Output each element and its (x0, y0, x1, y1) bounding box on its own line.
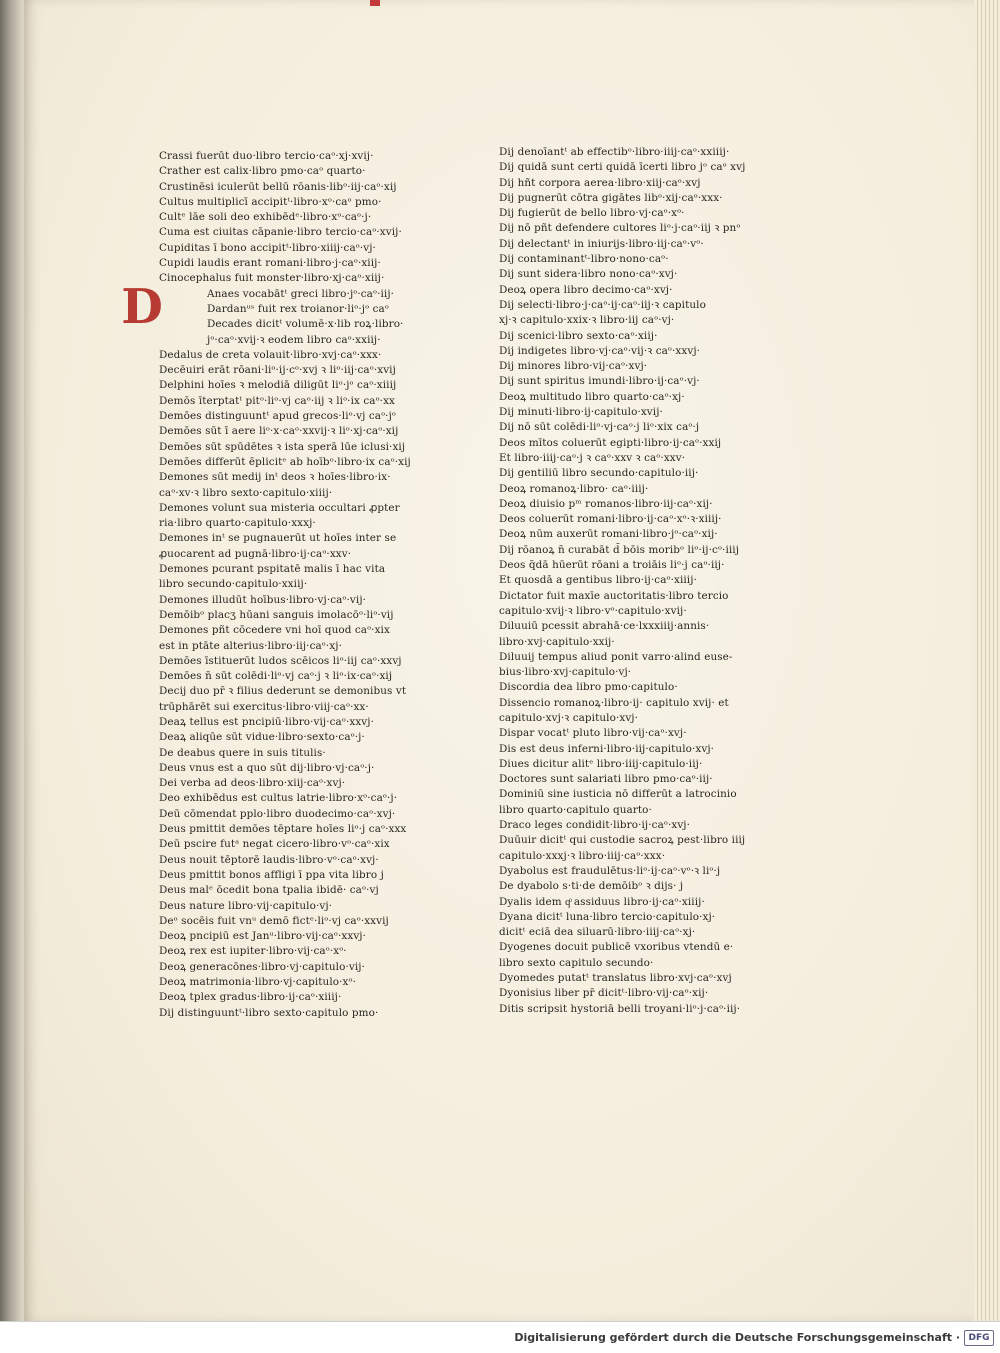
right-line: Et quosdā a gentibus libro·ij·caᵒ·xiiij· (499, 574, 697, 587)
right-line: Deos mītos coluerūt egipti·libro·ij·caᵒ·xxij (499, 436, 722, 449)
left-line: Demones inᵗ se pugnauerūt ut hoīes inter se (159, 532, 397, 545)
right-line: Dij delectantᵗ in iniurijs·libro·iij·caᵒ·vᵒ· (499, 237, 704, 250)
left-line: Crustinēsi iculerūt bellū rōanis·libᵒ·iij·caᵒ·xij (159, 180, 397, 193)
left-line: Deo exhibēdus est cultus latrie·libro·xᵒ·caᵒ·j· (159, 792, 398, 805)
left-line: Dij distinguuntᵗ·libro sexto·capitulo pmo· (159, 1006, 379, 1019)
right-line: Dyalis idem qͦ assiduus libro·ij·caᵒ·xiiij· (499, 895, 705, 908)
right-line: Deoꝝ opera libro decimo·caᵒ·xvj· (499, 283, 673, 296)
right-line: Dij sunt spiritus imundi·libro·ij·caᵒ·vj· (499, 375, 700, 388)
left-line: Deus vnus est a quo sūt dij·libro·vj·caᵒ·j· (159, 761, 375, 774)
right-line: Deoꝝ romanoꝝ·libro· caᵒ·iiij· (499, 482, 649, 495)
left-line: Demones volunt sua misteria occultari ꝓpter (159, 501, 400, 514)
right-line: Et libro·iiij·caᵒ·j ꝛ caᵒ·xxv ꝛ caᵒ·xxv· (499, 451, 686, 464)
right-line: bius·libro·xvj·capitulo·vj· (499, 666, 632, 679)
left-line: Deoꝝ tplex gradus·libro·ij·caᵒ·xiiij· (159, 991, 342, 1004)
right-line: Doctores sunt salariati libro pmo·caᵒ·iij· (499, 773, 713, 786)
left-line: est in ptāte alterius·libro·iij·caᵒ·xj· (159, 639, 342, 652)
right-line: Dij selecti·libro·j·caᵒ·ij·caᵒ·iij·ꝛ capitulo (499, 298, 706, 311)
right-line: Dij scenici·libro sexto·caᵒ·xiij· (499, 329, 658, 342)
left-line: Demones illudūt hoībus·libro·vj·caᵒ·vij· (159, 593, 367, 606)
left-line: Deus pmittit bonos affligi ī ppa vita libro j (159, 868, 384, 881)
right-line: Dictator fuit maxīe auctoritatis·libro tercio (499, 589, 729, 602)
right-line: Dij rōanoꝝ n̄ curabāt d̄ bōis moribᵒ liᵒ·ij·cᵒ·iiij (499, 543, 740, 556)
right-line: Dij sunt sidera·libro nono·caᵒ·xvj· (499, 268, 678, 281)
left-text-column (159, 149, 439, 1021)
right-line: capitulo·xvij·ꝛ libro·vᵒ·capitulo·xvij· (499, 604, 687, 617)
right-line: Duūuir dicitᵗ qui custodie sacroꝝ pest·libro iiij (499, 834, 746, 847)
left-line: Crather est calix·libro pmo·caᵒ quarto· (159, 165, 366, 178)
right-line: Dyabolus est fraudulētus·liᵒ·ij·caᵒ·vᵒ·ꝛ liᵒ·j (499, 864, 721, 877)
right-line: Dij minuti·libro·ij·capitulo·xvij· (499, 406, 663, 419)
left-line: Cupidi laudis erant romani·libro·j·caᵒ·xiij· (159, 257, 381, 270)
left-line: Dei verba ad deos·libro·xiij·caᵒ·xvj· (159, 777, 346, 790)
right-line: Deos q̄dā hūerūt rōani a troiāis liᵒ·j caᵒ·iij· (499, 559, 725, 572)
right-line: Dij minores libro·vij·caᵒ·xvj· (499, 360, 648, 373)
right-line: libro sexto capitulo secundo· (499, 956, 654, 969)
right-line: capitulo·xvj·ꝛ capitulo·xvj· (499, 711, 639, 724)
right-line: Dispar vocatᵗ pluto libro·vij·caᵒ·xvj· (499, 727, 687, 740)
right-line: Ditis scripsit hystoriā belli troyani·liᵒ·j·caᵒ·iij· (499, 1002, 741, 1015)
right-line: Diluuiū pcessit abrahā·ce·lxxxiiij·annis· (499, 620, 710, 633)
red-bookmark-mark (370, 0, 380, 6)
right-line: Dis est deus inferni·libro·iij·capitulo·xvj· (499, 742, 715, 755)
left-line: Demones pñt cōcedere vni hoī quod caᵒ·xix (159, 624, 390, 637)
left-line: Anaes vocabātᵗ greci libro·jᵒ·caᵒ·iij· (207, 287, 395, 300)
right-line: Draco leges condidit·libro·ij·caᵒ·xvj· (499, 819, 691, 832)
left-line: Deus nature libro·vij·capitulo·vj· (159, 899, 333, 912)
left-line: jᵒ·caᵒ·xvij·ꝛ eodem libro caᵒ·xxiij· (207, 333, 381, 346)
right-line: libro·xvj·capitulo·xxij· (499, 635, 615, 648)
left-line: De deabus quere in suis titulis· (159, 746, 326, 759)
left-line: Deaꝝ aliqūe sūt vidue·libro·sexto·caᵒ·j· (159, 731, 365, 744)
right-line: Dij fugierūt de bello libro·vj·caᵒ·xᵒ· (499, 207, 685, 220)
left-line: Cinocephalus fuit monster·libro·xj·caᵒ·xiij· (159, 272, 385, 285)
left-line: Cultᵉ lāe soli deo exhibēdᵉ·libro·xᵒ·caᵒ·j· (159, 211, 372, 224)
left-line: Demōes distinguuntᵗ apud grecos·liᵒ·vj caᵒ·jᵒ (159, 410, 397, 423)
left-line: Demōes differūt ēplicitᵉ ab hoībᵒ·libro·ix caᵒ·xij (159, 455, 411, 468)
right-text-column (499, 145, 784, 1017)
right-line: Dij hñt corpora aerea·libro·xiij·caᵒ·xvj (499, 176, 701, 189)
left-line: Demōibᵒ placʒ hūani sanguis imolacōᵒ·liᵒ·vij (159, 608, 394, 621)
left-line: Demōes sūt ī aere liᵒ·x·caᵒ·xxvij·ꝛ liᵒ·xj·caᵒ·xij (159, 425, 399, 438)
right-line: Discordia dea libro pmo·capitulo· (499, 681, 678, 694)
right-line: Deoꝝ multitudo libro quarto·caᵒ·xj· (499, 390, 685, 403)
right-line: Dyana dicitᵗ luna·libro tercio·capitulo·xj· (499, 910, 716, 923)
left-line: Demōes n̄ sūt colēdi·liᵒ·vj caᵒ·j ꝛ liᵒ·ix·caᵒ·xij (159, 670, 393, 683)
left-line: Deus nouit tēptorē laudis·libro·vᵒ·caᵒ·xvj· (159, 853, 379, 866)
left-line: Decades dicitᵗ volumē·x·lib roꝝ·libro· (207, 318, 404, 331)
footer-credit-text: Digitalisierung gefördert durch die Deutsche Forschungsgemeinschaft · (514, 1331, 960, 1344)
right-line: Dyogenes docuit publicē vxoribus vtendū e· (499, 941, 734, 954)
left-line: caᵒ·xv·ꝛ libro sexto·capitulo·xiiij· (159, 486, 333, 499)
left-line: Deoꝝ pncipiū est Janᵘ·libro·vij·caᵒ·xxvj· (159, 930, 367, 943)
left-line: Deus pmittit demōes tēptare hoīes liᵒ·j caᵒ·xxx (159, 823, 407, 836)
left-line: Deoꝝ rex est iupiter·libro·vij·caᵒ·xᵒ· (159, 945, 347, 958)
left-line: Decij duo pr̄ ꝛ filius dederunt se demonibus vt (159, 685, 407, 698)
left-line: Dardanᵘˢ fuit rex troianor·liᵒ·jᵒ caᵒ (207, 302, 389, 315)
right-line: Dij indigetes libro·vj·caᵒ·vij·ꝛ caᵒ·xxvj· (499, 344, 701, 357)
left-line: Delphini hoīes ꝛ melodiā diligūt liᵒ·jᵒ caᵒ·xiiij (159, 379, 397, 392)
right-line: Dominiū sine iusticia nō differūt a latrocinio (499, 788, 737, 801)
right-line: Deoꝝ nūm auxerūt romani·libro·jᵒ·caᵒ·xij· (499, 528, 718, 541)
left-line: Cuma est ciuitas cāpanie·libro tercio·caᵒ·xvij· (159, 226, 402, 239)
right-line: capitulo·xxxj·ꝛ libro·iiij·caᵒ·xxx· (499, 849, 666, 862)
right-line: Dissencio romanoꝝ·libro·ij· capitulo xvij· et (499, 696, 729, 709)
right-line: Dij quidā sunt certi quidā īcerti libro jᵒ caᵒ xvj (499, 161, 746, 174)
right-line: Dij contaminantᵗ·libro·nono·caᵒ· (499, 253, 669, 266)
left-line: Demones sūt medij inᵗ deos ꝛ hoīes·libro·ix· (159, 471, 391, 484)
right-line: Dyomedes putatᵗ translatus libro·xvj·caᵒ·xvj (499, 972, 732, 985)
right-line: xj·ꝛ capitulo·xxix·ꝛ libro·iij caᵒ·vj· (499, 314, 675, 327)
left-line: Demōs īterptatᵗ pitᵒ·liᵒ·vj caᵒ·iij ꝛ liᵒ·ix caᵒ·xx (159, 394, 396, 407)
right-line: Diluuij tempus aliud ponit varro·alind euse- (499, 650, 733, 663)
right-line: Dij pugnerūt cōtra gigātes libᵒ·xij·caᵒ·xxx· (499, 191, 723, 204)
right-line: Dij gentiliū libro secundo·capitulo·iij· (499, 467, 699, 480)
red-initial-letter: D (121, 279, 163, 335)
left-line: Dedalus de creta volauit·libro·xvj·caᵒ·xxx· (159, 348, 382, 361)
left-line: Demones pcurant pspitatē malis ī hac vita (159, 563, 386, 576)
right-line: Deoꝝ diuisio pᵐ romanos·libro·iij·caᵒ·xij· (499, 497, 713, 510)
right-line: libro quarto·capitulo quarto· (499, 803, 652, 816)
left-line: Deoꝝ generacōnes·libro·vj·capitulo·vij· (159, 960, 365, 973)
left-line: trūphārēt sui exercitus·libro·viij·caᵒ·xx· (159, 700, 369, 713)
right-line: Dij nō sūt colēdi·liᵒ·vj·caᵒ·j liᵒ·xix caᵒ·j (499, 421, 700, 434)
left-line: Deaꝝ tellus est pncipiū·libro·vij·caᵒ·xxvj· (159, 715, 374, 728)
right-line: dicitᵗ eciā dea siluarū·libro·iiij·caᵒ·xj· (499, 926, 696, 939)
left-line: ria·libro quarto·capitulo·xxxj· (159, 517, 316, 530)
right-line: De dyabolo s·ti·de demōibᵒ ꝛ dijs· j (499, 880, 684, 893)
left-line: Deoꝝ matrimonia·libro·vj·capitulo·xᵒ· (159, 976, 357, 989)
left-line: Decēuiri erāt rōani·liᵒ·ij·cᵒ·xvj ꝛ liᵒ·iij·caᵒ·xvij (159, 364, 396, 377)
right-line: Dij denoīantᵗ ab effectibᵒ·libro·iiij·caᵒ·xxiiij· (499, 146, 730, 158)
left-line: ꝓuocarent ad pugnā·libro·ij·caᵒ·xxv· (159, 547, 352, 560)
left-line: libro secundo·capitulo·xxiij· (159, 578, 308, 591)
right-line: Dij nō pñt defendere cultores liᵒ·j·caᵒ·iij ꝛ pnᵒ (499, 222, 741, 235)
left-line: Cupiditas ī bono accipitᵗ·libro·xiiij·caᵒ·vj· (159, 241, 376, 254)
right-line: Deos coluerūt romani·libro·ij·caᵒ·xᵒ·ꝛ·xiiij· (499, 513, 722, 526)
right-line: Diues dicitur alitᵉ libro·iiij·capitulo·iij· (499, 757, 703, 770)
left-line: Deū pscire futᵃ negat cicero·libro·vᵒ·caᵒ·xix (159, 838, 390, 851)
right-line: Dyonisius liber pr̄ dicitᵗ·libro·vij·caᵒ·xij· (499, 987, 709, 1000)
left-line: Demōes sūt spūdētes ꝛ ista sperā lūe iclusi·xij (159, 440, 406, 453)
dfg-logo: DFG (964, 1330, 994, 1346)
left-line: Cultus multiplicī accipitᵗ·libro·xᵒ·caᵒ pmo· (159, 195, 382, 208)
left-line: Deū cōmendat pplo·libro duodecimo·caᵒ·xvj· (159, 807, 396, 820)
footer-bar (0, 1321, 1000, 1353)
left-line: Demōes īstituerūt ludos scēicos liᵒ·iij caᵒ·xxvj (159, 654, 402, 667)
left-line: Deᵒ socēis fuit vnᵘ demō fictᵉ·liᵒ·vj caᵒ·xxvij (159, 914, 389, 927)
left-line: Crassi fuerūt duo·libro tercio·caᵒ·xj·xvij· (159, 150, 374, 162)
left-line: Deus malᵉ ōcedit bona tpalia ibidē· caᵒ·vj (159, 884, 379, 897)
